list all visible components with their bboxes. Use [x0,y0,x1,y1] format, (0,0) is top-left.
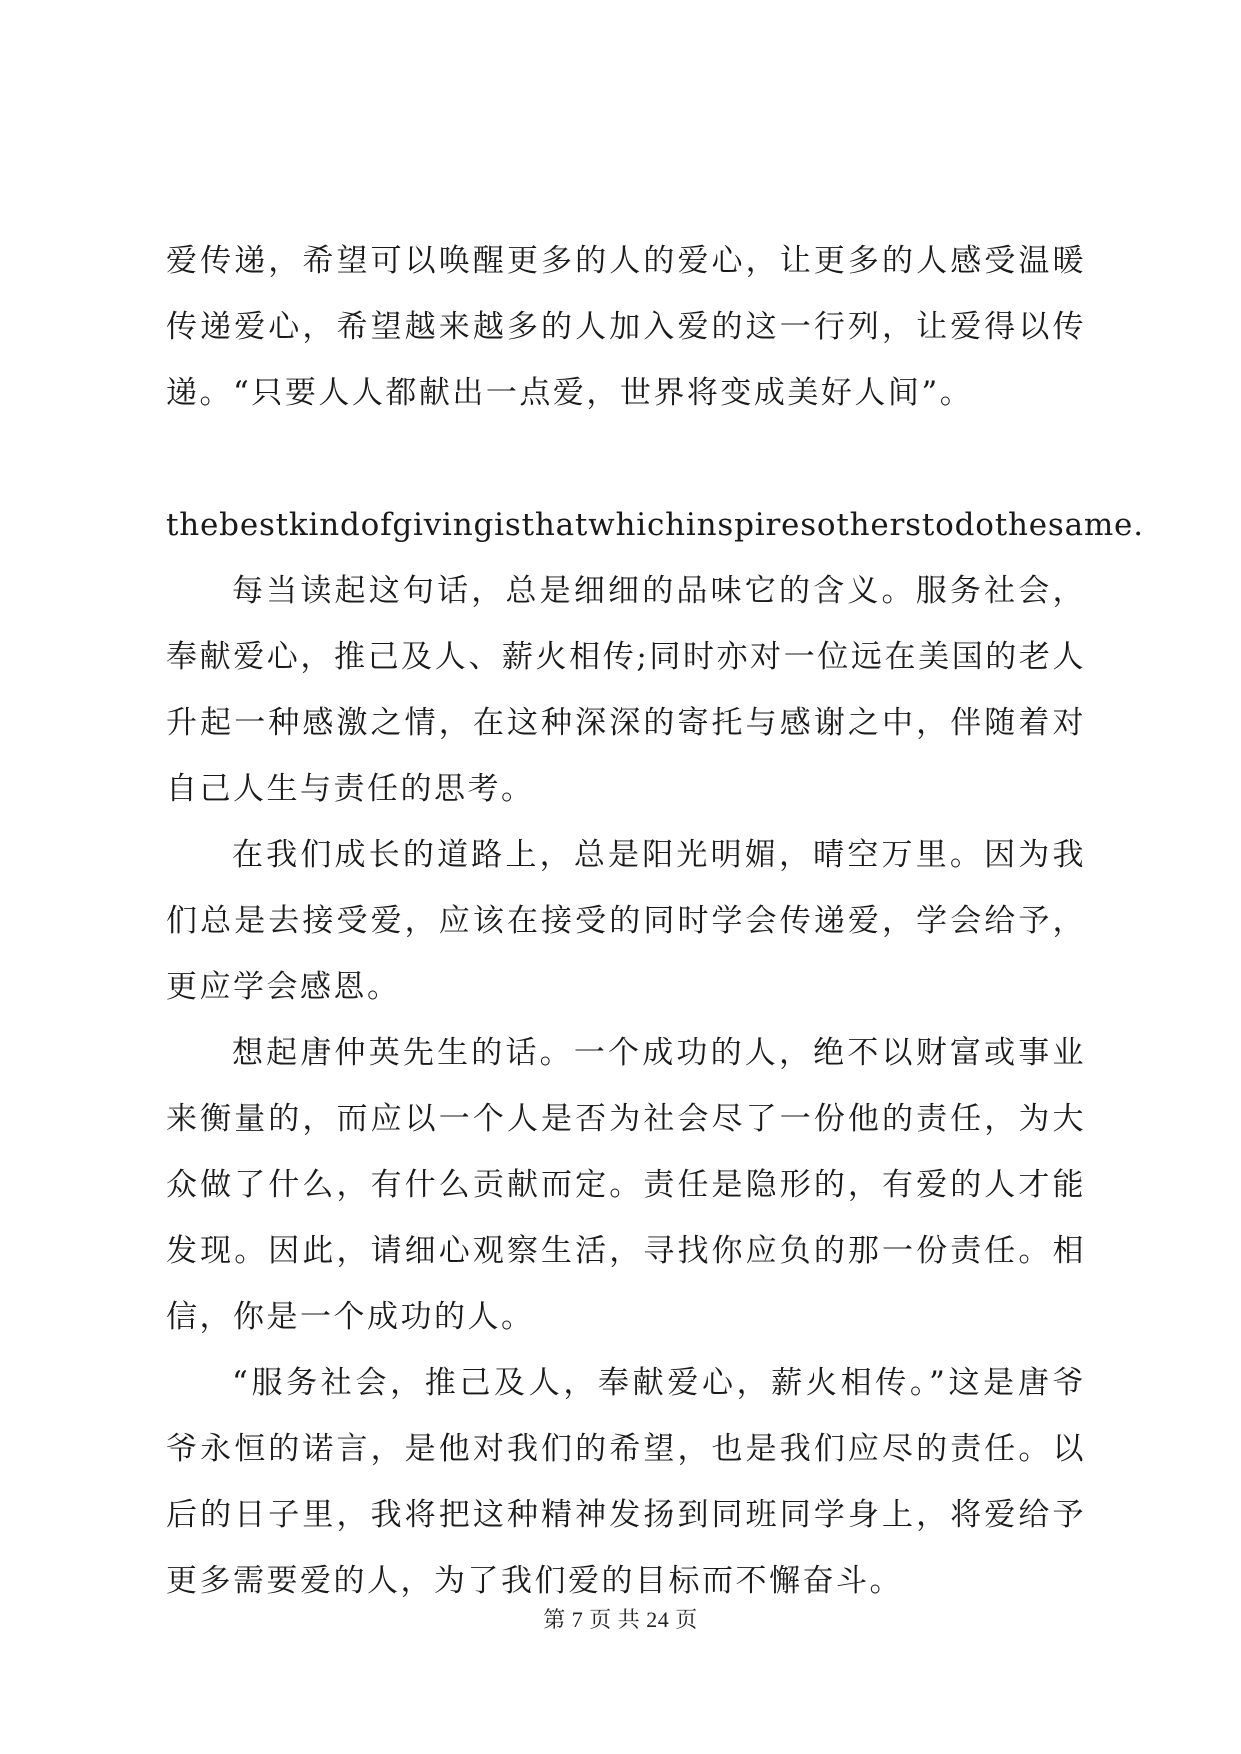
paragraph-success: 想起唐仲英先生的话。一个成功的人，绝不以财富或事业来衡量的，而应以一个人是否为社会尽了一份他的责任，为大众做了什么，有什么贡献而定。责任是隐形的，有爱的人才能发现。因此，请细心观察生活，寻找你应负的那一份责任。相信，你是一个成功的人。 [166,1035,1086,1335]
document-body [166,228,1144,1614]
paragraph-reflection: 每当读起这句话，总是细细的品味它的含义。服务社会，奉献爱心，推己及人、薪火相传;同时亦对一位远在美国的老人升起一种感激之情，在这种深深的寄托与感谢之中，伴随着对自己人生与责任的思考。 [166,573,1086,807]
english-quote: thebestkindofgivingisthatwhichinspiresotherstodothesame. [166,507,1144,543]
paragraph-gap [166,426,1086,492]
paragraph-continuation: 爱传递，希望可以唤醒更多的人的爱心，让更多的人感受温暖传递爱心，希望越来越多的人加入爱的这一行列，让爱得以传递。“只要人人都献出一点爱，世界将变成美好人间”。 [166,243,1086,411]
paragraph-promise: “服务社会，推己及人，奉献爱心，薪火相传。”这是唐爷爷永恒的诺言，是他对我们的希望，也是我们应尽的责任。以后的日子里，我将把这种精神发扬到同班同学身上，将爱给予更多需要爱的人，为了我们爱的目标而不懈奋斗。 [166,1365,1086,1599]
page-number-footer: 第 7 页 共 24 页 [543,1607,698,1632]
paragraph-growth: 在我们成长的道路上，总是阳光明媚，晴空万里。因为我们总是去接受爱，应该在接受的同时学会传递爱，学会给予，更应学会感恩。 [166,837,1086,1005]
